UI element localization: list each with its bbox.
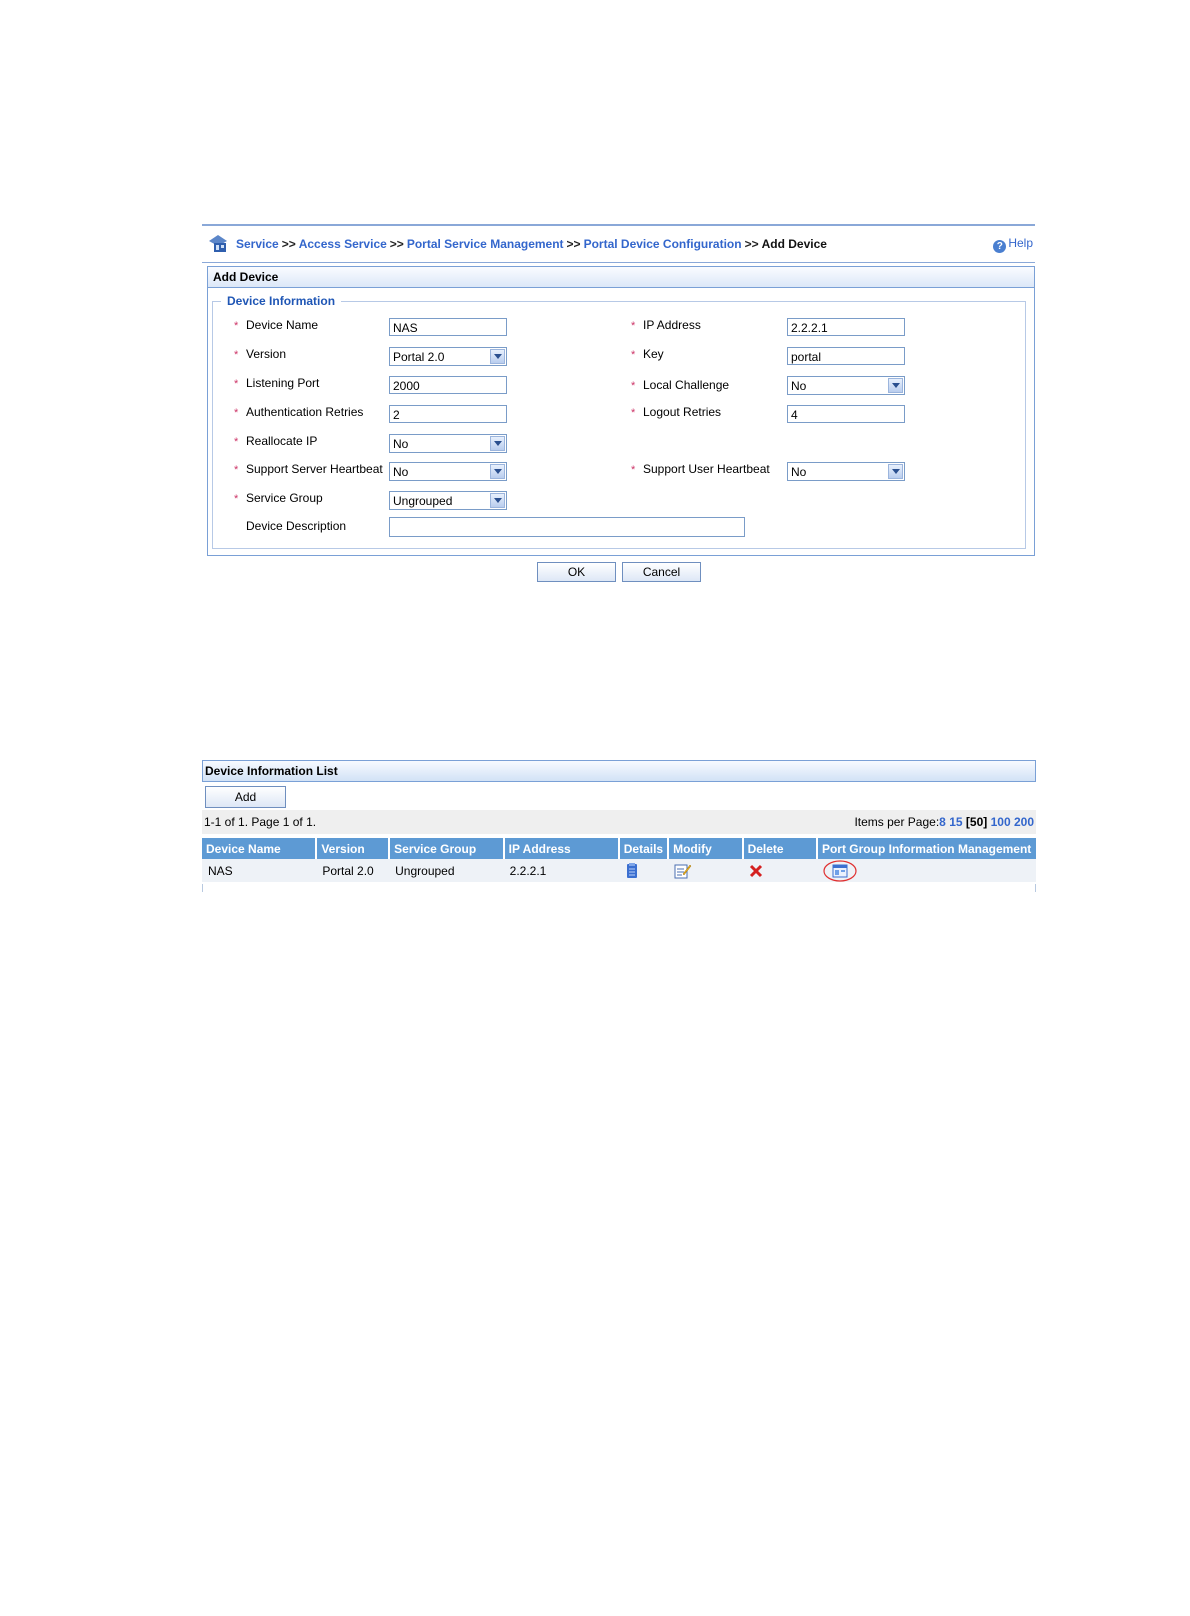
version-label: Version — [246, 347, 287, 361]
device-list-title: Device Information List — [202, 760, 1036, 782]
key-label: Key — [643, 347, 664, 361]
device-name-label: Device Name — [246, 318, 319, 332]
ip-address-input[interactable]: 2.2.2.1 — [787, 318, 905, 336]
local-challenge-value: No — [791, 379, 807, 393]
required-mark: * — [234, 464, 239, 476]
help-label: Help — [1008, 236, 1033, 250]
local-challenge-select[interactable] — [787, 376, 905, 395]
delete-icon[interactable] — [749, 864, 763, 878]
ip-address-label: IP Address — [643, 318, 701, 332]
column-header-delete: Delete — [743, 838, 817, 859]
breadcrumb-current: Add Device — [761, 237, 827, 251]
add-device-title: Add Device — [208, 267, 1034, 288]
cell-modify — [668, 859, 742, 882]
user-heartbeat-value: No — [791, 465, 807, 479]
cell-version: Portal 2.0 — [316, 859, 389, 882]
required-mark: * — [234, 320, 239, 332]
breadcrumb-access-service[interactable]: Access Service — [298, 237, 387, 251]
service-home-icon — [207, 233, 229, 253]
required-mark: * — [234, 407, 239, 419]
cell-device-name: NAS — [202, 859, 316, 882]
items-per-page — [854, 815, 1034, 829]
chevron-down-icon[interactable] — [490, 349, 505, 364]
chevron-down-icon[interactable] — [490, 436, 505, 451]
user-heartbeat-label: Support User Heartbeat — [643, 462, 770, 476]
required-mark: * — [631, 320, 636, 332]
required-mark: * — [234, 349, 239, 361]
port-group-management-icon[interactable] — [823, 860, 857, 882]
server-heartbeat-value: No — [393, 465, 409, 479]
cell-details — [619, 859, 668, 882]
section-legend: Device Information — [221, 294, 341, 308]
column-header-details: Details — [619, 838, 668, 859]
version-value: Portal 2.0 — [393, 350, 445, 364]
required-mark: * — [234, 436, 239, 448]
chevron-down-icon[interactable] — [490, 493, 505, 508]
column-header-service-group[interactable]: Service Group — [389, 838, 504, 859]
cell-ip-address: 2.2.2.1 — [504, 859, 619, 882]
required-mark: * — [234, 493, 239, 505]
help-link[interactable] — [993, 236, 1033, 253]
required-mark: * — [631, 380, 636, 392]
breadcrumb-portal-service-management[interactable]: Portal Service Management — [406, 237, 564, 251]
cancel-button[interactable]: Cancel — [622, 562, 701, 582]
chevron-down-icon[interactable] — [490, 464, 505, 479]
page-size-15[interactable]: 15 — [949, 815, 963, 829]
logout-retries-label: Logout Retries — [643, 405, 722, 419]
device-information-section — [212, 294, 1026, 549]
add-device-panel — [202, 224, 1035, 586]
column-header-version[interactable]: Version — [316, 838, 389, 859]
device-name-input[interactable]: NAS — [389, 318, 507, 336]
user-heartbeat-select[interactable] — [787, 462, 905, 481]
breadcrumb-separator: >> — [281, 237, 296, 251]
reallocate-ip-label: Reallocate IP — [246, 434, 318, 448]
add-device-box — [207, 266, 1035, 556]
device-list-panel — [202, 760, 1036, 892]
modify-icon[interactable] — [674, 863, 692, 879]
service-group-label: Service Group — [246, 491, 323, 505]
server-heartbeat-label: Support Server Heartbeat — [246, 462, 383, 476]
items-per-page-label: Items per Page: — [854, 815, 940, 829]
chevron-down-icon[interactable] — [888, 378, 903, 393]
page-size-100[interactable]: 100 — [990, 815, 1011, 829]
required-mark: * — [631, 349, 636, 361]
required-mark: * — [631, 407, 636, 419]
page-size-50: [50] — [965, 815, 988, 829]
cell-port-group-management — [817, 859, 1036, 882]
device-list-toolbar — [202, 782, 1036, 810]
breadcrumb — [202, 224, 1035, 263]
service-group-select[interactable] — [389, 491, 507, 510]
pagination-summary: 1-1 of 1. Page 1 of 1. — [204, 815, 317, 829]
table-header-row — [202, 838, 1036, 859]
page-size-200[interactable]: 200 — [1013, 815, 1034, 829]
help-icon: ? — [993, 240, 1006, 253]
ok-button[interactable]: OK — [537, 562, 616, 582]
chevron-down-icon[interactable] — [888, 464, 903, 479]
page-size-8[interactable]: 8 — [939, 815, 946, 829]
auth-retries-label: Authentication Retries — [246, 405, 364, 419]
column-header-ip-address[interactable]: IP Address — [504, 838, 619, 859]
reallocate-ip-select[interactable] — [389, 434, 507, 453]
server-heartbeat-select[interactable] — [389, 462, 507, 481]
pagination-bar — [202, 810, 1036, 834]
breadcrumb-separator: >> — [566, 237, 581, 251]
table-footer-spacer — [202, 884, 1036, 892]
breadcrumb-separator: >> — [744, 237, 759, 251]
details-icon[interactable] — [625, 863, 639, 879]
breadcrumb-service[interactable]: Service — [236, 237, 279, 251]
device-table — [202, 838, 1036, 882]
key-input[interactable]: portal — [787, 347, 905, 365]
device-description-input[interactable] — [389, 517, 745, 537]
breadcrumb-portal-device-configuration[interactable]: Portal Device Configuration — [583, 237, 742, 251]
add-device-button[interactable]: Add — [205, 786, 286, 808]
breadcrumb-separator: >> — [389, 237, 404, 251]
cell-delete — [743, 859, 817, 882]
required-mark: * — [234, 378, 239, 390]
reallocate-ip-value: No — [393, 437, 409, 451]
column-header-port-group-management: Port Group Information Management — [817, 838, 1036, 859]
local-challenge-label: Local Challenge — [643, 378, 730, 392]
logout-retries-input[interactable]: 4 — [787, 405, 905, 423]
column-header-device-name[interactable]: Device Name — [202, 838, 316, 859]
table-row — [202, 859, 1036, 882]
listening-port-input[interactable]: 2000 — [389, 376, 507, 394]
cell-service-group: Ungrouped — [389, 859, 504, 882]
device-description-label: Device Description — [246, 519, 347, 533]
service-group-value: Ungrouped — [393, 494, 453, 508]
version-select[interactable] — [389, 347, 507, 366]
column-header-modify: Modify — [668, 838, 742, 859]
listening-port-label: Listening Port — [246, 376, 320, 390]
required-mark: * — [631, 464, 636, 476]
auth-retries-input[interactable]: 2 — [389, 405, 507, 423]
